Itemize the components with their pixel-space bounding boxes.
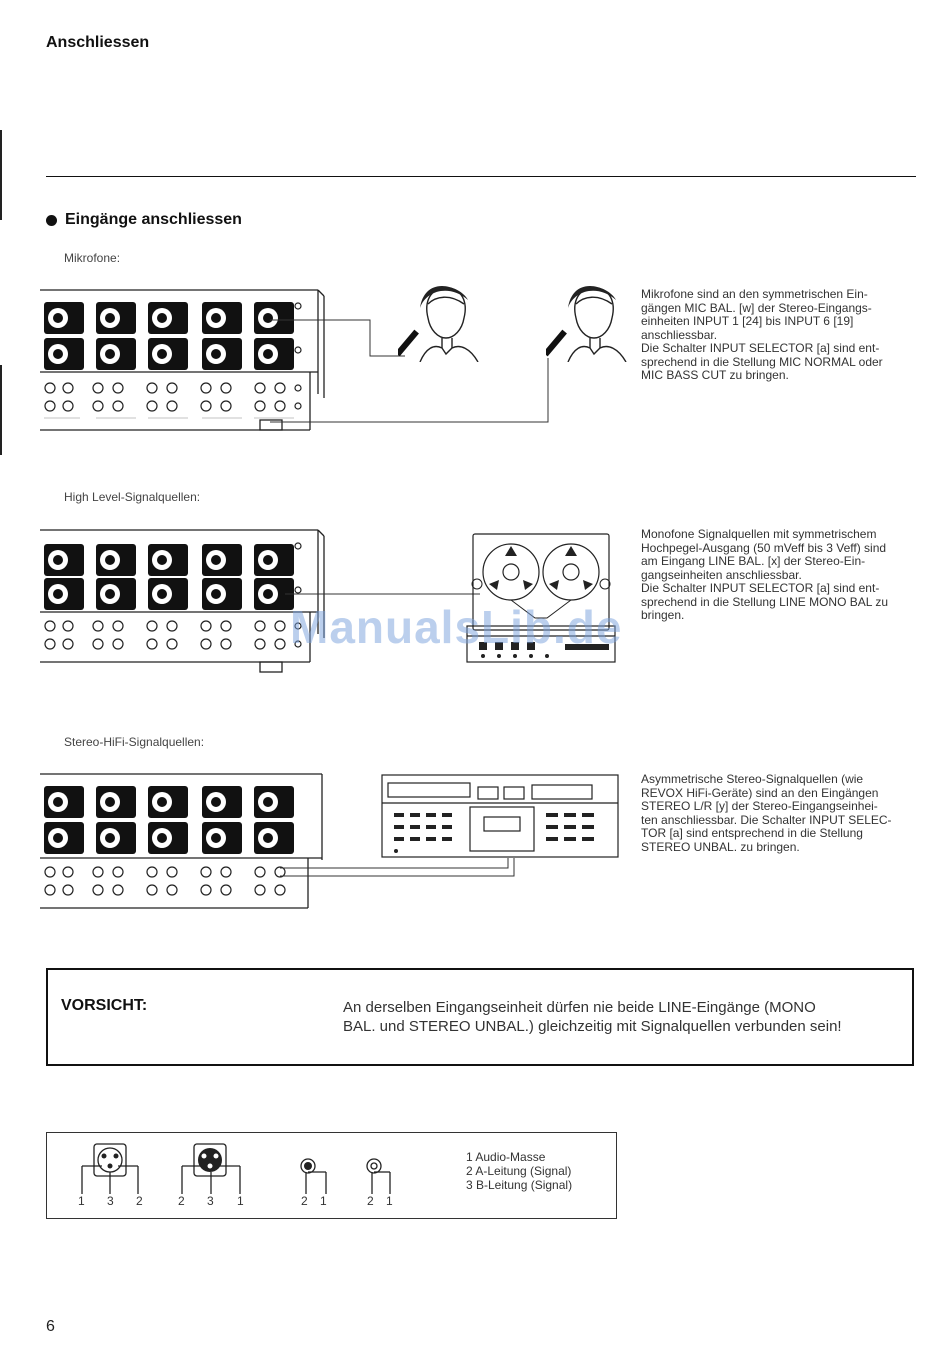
pinout-legend: 1 Audio-Masse 2 A-Leitung (Signal) 3 B-Leitung (Signal)	[466, 1150, 573, 1192]
person-with-microphone-icon	[398, 282, 488, 362]
section-title-text: Eingänge anschliessen	[65, 211, 242, 228]
pin-label: 2	[301, 1194, 308, 1208]
description-stereo-hifi: Asymmetrische Stereo-Signalquellen (wie REVOX HiFi-Geräte) sind an den Eingängen STEREO L/R [y] der Stereo-Eingangseinhei- ten anschliessbar. Die Schalter INPUT SELEC- TOR [a] sind entsprechend in die Stellung STEREO UNBAL. zu bringen.	[641, 772, 892, 854]
xlr-male-connector-icon	[80, 1140, 150, 1196]
binder-mark	[0, 130, 2, 220]
pin-label: 2	[178, 1194, 185, 1208]
watermark: ManualsLib.de	[290, 601, 623, 653]
pin-label: 1	[386, 1194, 393, 1208]
person-with-microphone-icon	[546, 282, 636, 362]
pin-label: 2	[136, 1194, 143, 1208]
block-label-mikrofone: Mikrofone:	[64, 251, 121, 265]
cinch-plug-icon	[296, 1152, 330, 1196]
pin-label: 3	[107, 1194, 114, 1208]
block-label-stereo-hifi: Stereo-HiFi-Signalquellen:	[64, 735, 205, 749]
block-label-high-level: High Level-Signalquellen:	[64, 490, 201, 504]
page-number: 6	[46, 1318, 55, 1335]
pin-label: 1	[320, 1194, 327, 1208]
pin-label: 2	[367, 1194, 374, 1208]
xlr-female-connector-icon	[178, 1140, 248, 1196]
pin-label: 1	[237, 1194, 244, 1208]
pin-label: 3	[207, 1194, 214, 1208]
warning-label: VORSICHT:	[61, 997, 148, 1014]
bullet-icon	[46, 215, 57, 226]
cassette-deck-illustration	[380, 773, 620, 859]
mixer-rack-illustration	[40, 772, 330, 912]
section-title	[46, 211, 242, 229]
pin-label: 1	[78, 1194, 85, 1208]
page-title: Anschliessen	[46, 34, 150, 51]
cinch-socket-icon	[362, 1152, 396, 1196]
warning-text: An derselben Eingangseinheit dürfen nie beide LINE-Eingänge (MONO BAL. und STEREO UNBAL.) gleichzeitig mit Signalquellen verbunden sein!	[343, 999, 842, 1035]
header-rule	[46, 176, 916, 177]
description-high-level: Monofone Signalquellen mit symmetrischem Hochpegel-Ausgang (50 mVeff bis 3 Veff) sind am Eingang LINE BAL. [x] der Stereo-Ein- gangseinheiten anschliessbar. Die Schalter INPUT SELECTOR [a] sind ent- sprechend in die Stellung LINE MONO BAL zu bringen.	[641, 527, 889, 622]
stereo-cables	[280, 858, 520, 884]
binder-mark	[0, 365, 2, 455]
description-mikrofone: Mikrofone sind an den symmetrischen Ein- gängen MIC BAL. [w] der Stereo-Eingangs- einheiten INPUT 1 [24] bis INPUT 6 [19] anschliessbar. Die Schalter INPUT SELECTOR [a] sind ent- sprechend in die Stellung MIC NORMAL oder MIC BASS CUT zu bringen.	[641, 287, 883, 382]
mixer-rack-illustration	[40, 528, 330, 674]
signal-cable	[285, 590, 485, 600]
